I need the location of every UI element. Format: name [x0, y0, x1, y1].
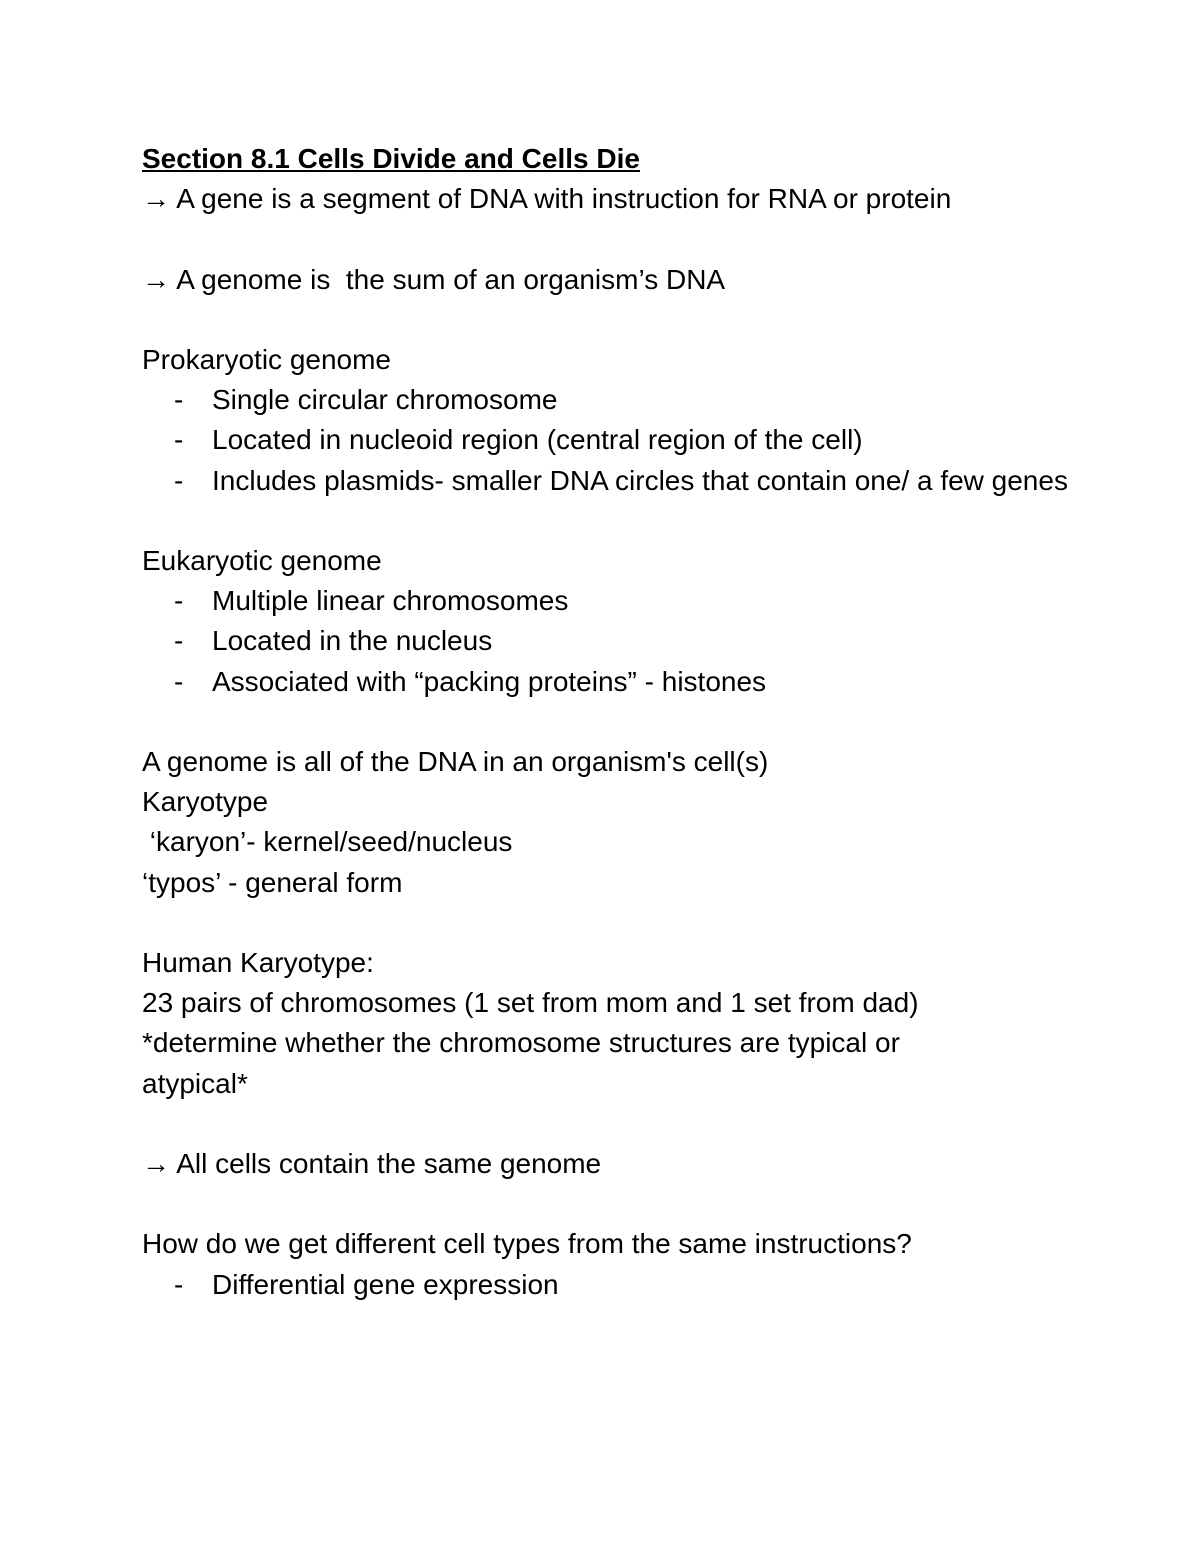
question-answer-list — [142, 1265, 1072, 1305]
eukaryotic-list — [142, 581, 1072, 702]
dash-marker: - — [174, 585, 184, 617]
blank-line — [142, 1184, 1072, 1224]
list-item-text: Differential gene expression — [212, 1268, 559, 1300]
dash-marker: - — [174, 1268, 184, 1300]
list-item-text: Includes plasmids- smaller DNA circles that contain one/ a few genes — [212, 464, 1068, 496]
list-item-text: Multiple linear chromosomes — [212, 585, 569, 617]
prokaryotic-list — [142, 380, 1072, 501]
list-item — [142, 621, 1072, 661]
dash-marker: - — [174, 424, 184, 456]
list-item-text: Located in the nucleus — [212, 625, 493, 657]
dash-marker: - — [174, 384, 184, 416]
genome-definition: → A genome is the sum of an organism’s DNA — [142, 263, 726, 295]
blank-line — [142, 219, 1072, 259]
document-body — [142, 139, 1072, 1305]
question-text: How do we get different cell types from the same instructions? — [142, 1228, 912, 1260]
typos-etymology: ‘typos’ - general form — [142, 866, 403, 898]
dash-marker: - — [174, 464, 184, 496]
karyotype-heading: Karyotype — [142, 786, 269, 818]
same-genome-statement: → All cells contain the same genome — [142, 1147, 602, 1179]
karyotype-note-line-1: *determine whether the chromosome structures are typical or — [142, 1027, 900, 1059]
section-title: Section 8.1 Cells Divide and Cells Die — [142, 143, 640, 174]
blank-line — [142, 300, 1072, 340]
blank-line — [142, 903, 1072, 943]
gene-definition: → A gene is a segment of DNA with instruction for RNA or protein — [142, 183, 952, 215]
list-item — [142, 380, 1072, 420]
list-item — [142, 662, 1072, 702]
list-item — [142, 581, 1072, 621]
list-item — [142, 1265, 1072, 1305]
blank-line — [142, 501, 1072, 541]
karyon-etymology: ‘karyon’- kernel/seed/nucleus — [142, 826, 513, 858]
chromosome-pairs: 23 pairs of chromosomes (1 set from mom and 1 set from dad) — [142, 987, 919, 1019]
list-item — [142, 420, 1072, 460]
blank-line — [142, 1104, 1072, 1144]
list-item-text: Associated with “packing proteins” - histones — [212, 665, 767, 697]
dash-marker: - — [174, 665, 184, 697]
prokaryotic-heading: Prokaryotic genome — [142, 343, 392, 375]
human-karyotype-heading: Human Karyotype: — [142, 946, 374, 978]
list-item-text: Located in nucleoid region (central region of the cell) — [212, 424, 863, 456]
eukaryotic-heading: Eukaryotic genome — [142, 544, 382, 576]
list-item-text: Single circular chromosome — [212, 384, 558, 416]
list-item — [142, 461, 1072, 501]
karyotype-note-line-2: atypical* — [142, 1067, 248, 1099]
blank-line — [142, 702, 1072, 742]
dash-marker: - — [174, 625, 184, 657]
genome-all-definition: A genome is all of the DNA in an organism's cell(s) — [142, 745, 769, 777]
